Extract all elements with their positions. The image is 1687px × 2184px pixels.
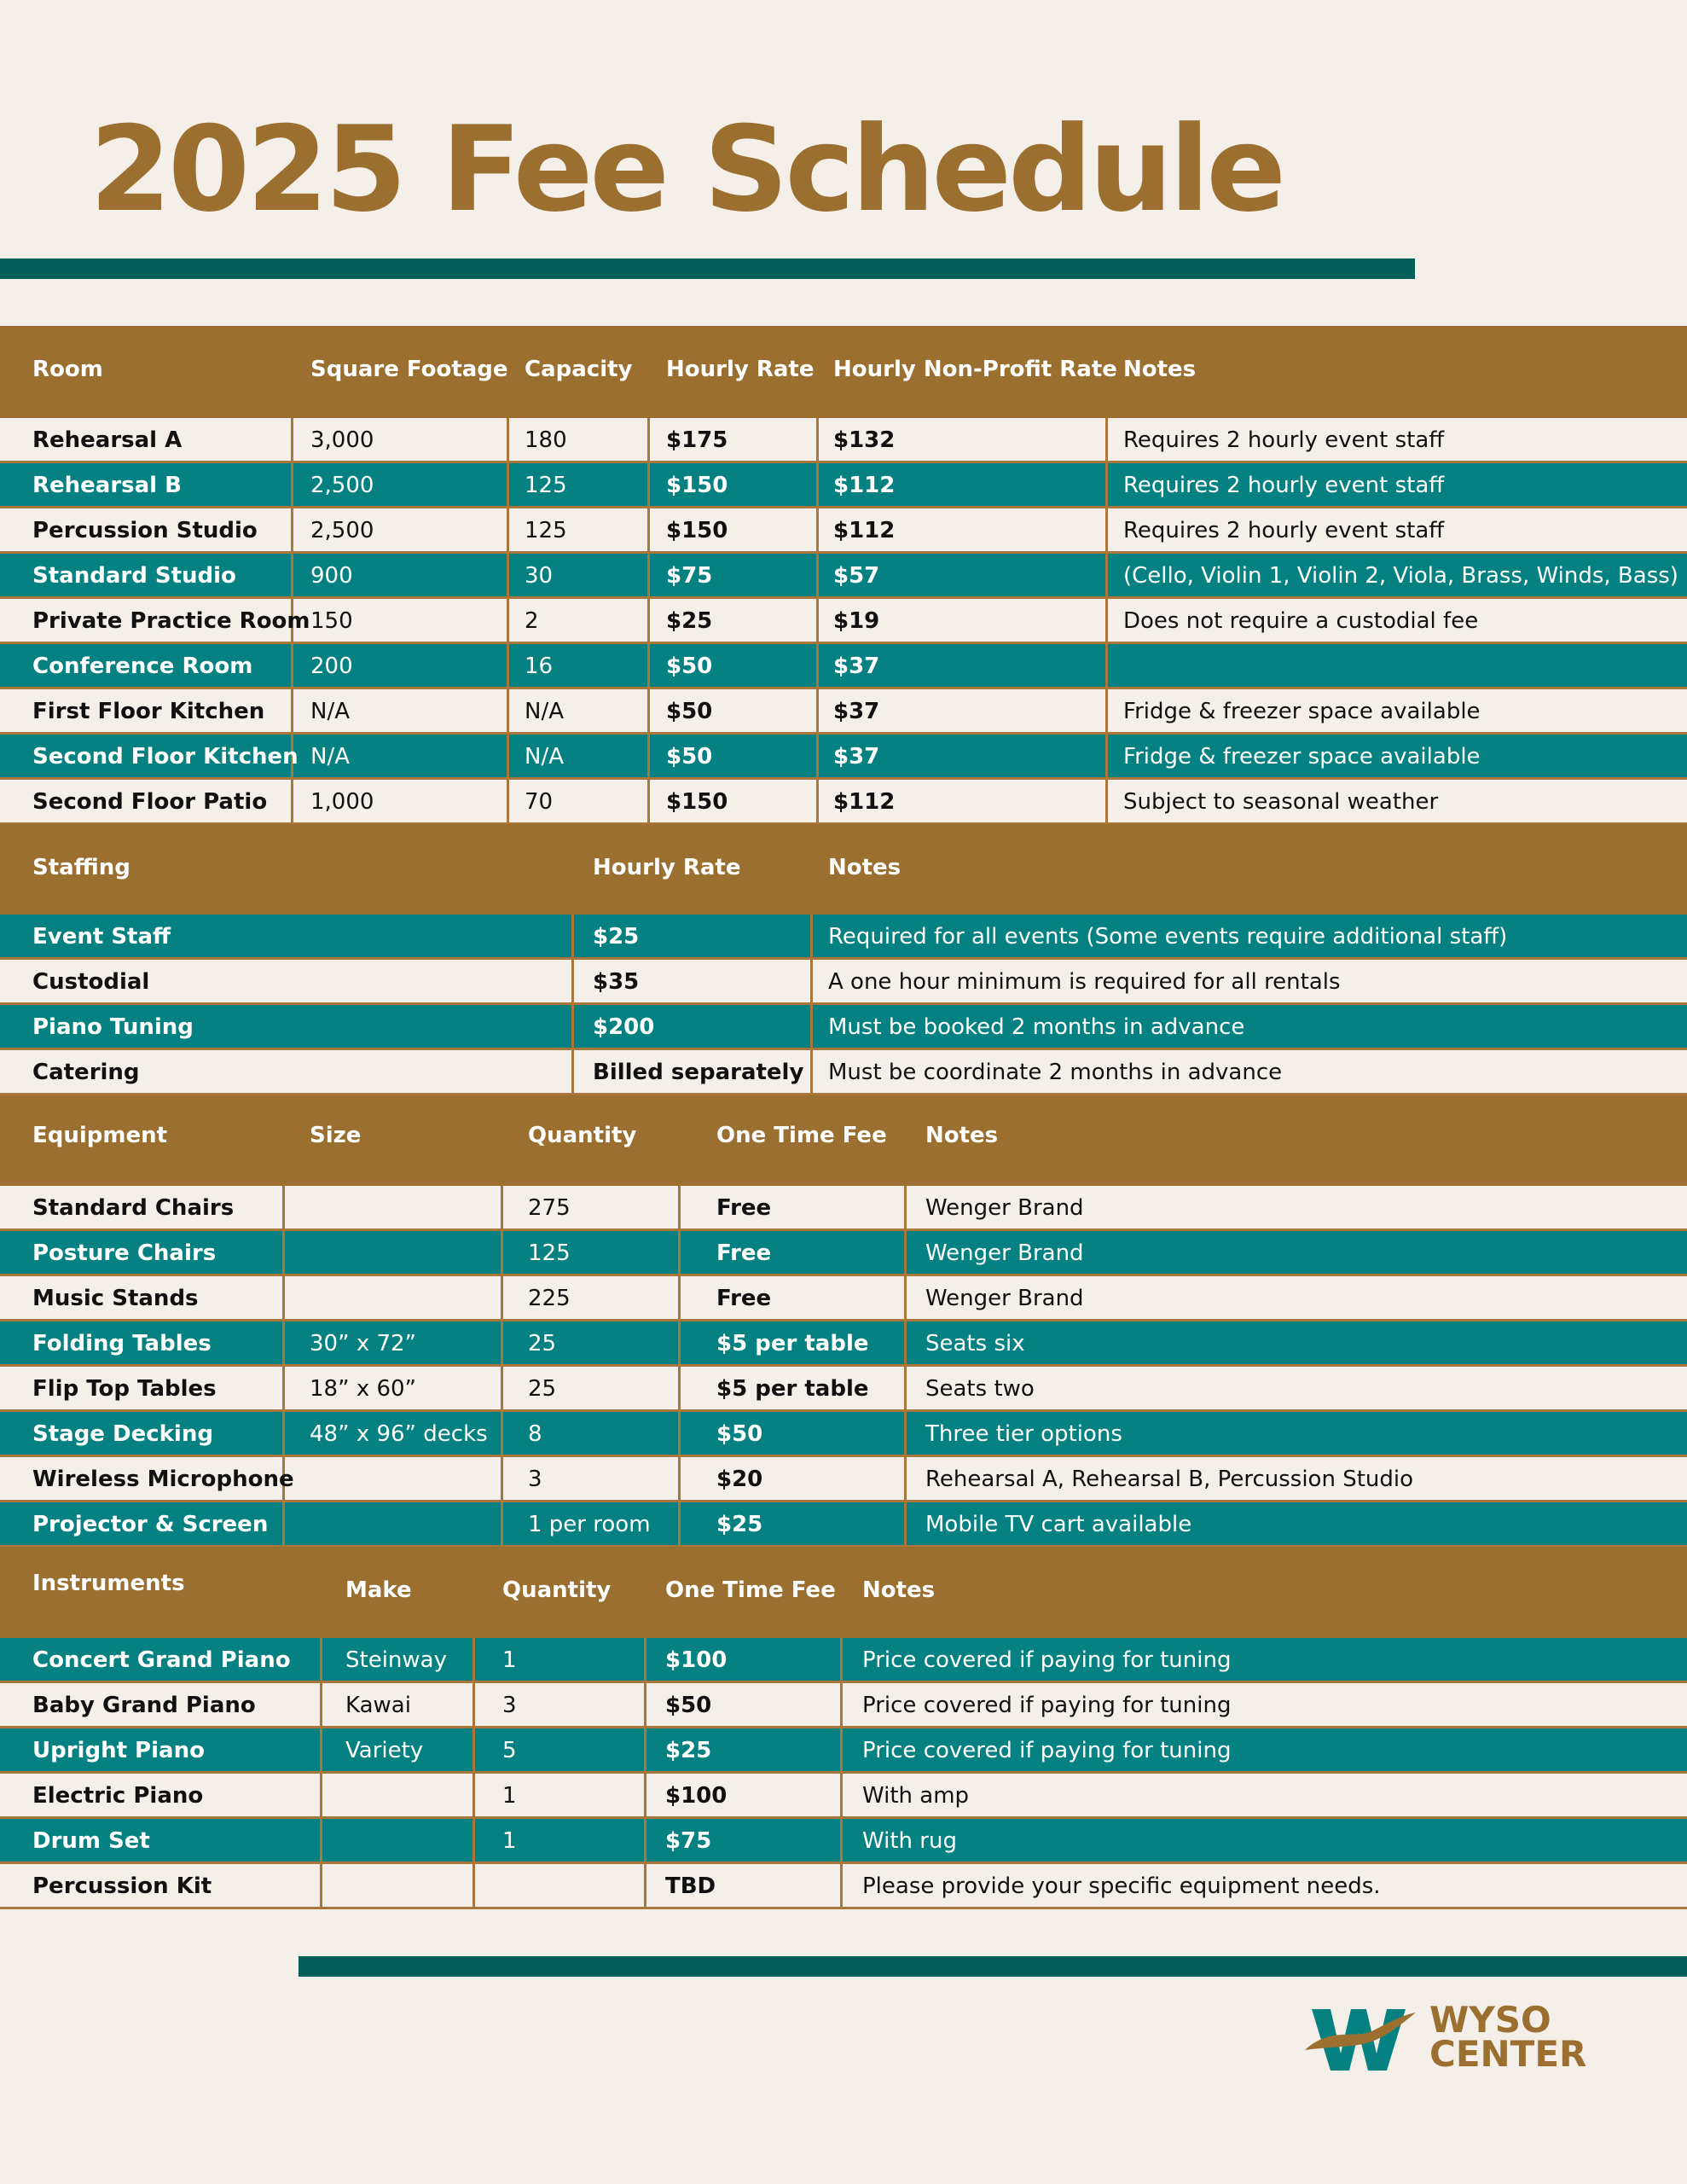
column-divider (810, 1005, 813, 1048)
column-divider (507, 689, 509, 732)
column-divider (647, 735, 650, 777)
column-divider (501, 1367, 503, 1409)
column-header: Quantity (502, 1577, 612, 1603)
column-divider (472, 1728, 475, 1771)
table-cell: $19 (833, 608, 880, 634)
column-divider (282, 1502, 285, 1545)
column-divider (282, 1186, 285, 1228)
column-divider (678, 1276, 681, 1319)
column-divider (501, 1321, 503, 1364)
table-row (0, 599, 1687, 644)
column-header: Capacity (525, 357, 633, 382)
column-divider (816, 508, 819, 551)
table-cell: $50 (716, 1421, 763, 1447)
table-cell: Concert Grand Piano (32, 1647, 291, 1673)
column-divider (472, 1774, 475, 1816)
column-divider (507, 463, 509, 506)
column-divider (291, 463, 293, 506)
table-row (0, 1050, 1687, 1095)
column-divider (501, 1186, 503, 1228)
column-divider (571, 960, 574, 1002)
column-header: Notes (1123, 357, 1197, 382)
table-cell: Private Practice Room (32, 608, 310, 634)
column-divider (1105, 780, 1108, 822)
column-divider (904, 1502, 907, 1545)
table-cell: 2,500 (310, 518, 374, 543)
table-row (0, 463, 1687, 508)
table-row (0, 1186, 1687, 1231)
column-divider (816, 644, 819, 687)
table-cell: $50 (666, 699, 713, 724)
column-divider (810, 1050, 813, 1093)
column-divider (1105, 735, 1108, 777)
table-cell: Required for all events (Some events require additional staff) (828, 924, 1508, 950)
logo-line1: WYSO (1429, 1999, 1551, 2041)
table-cell: 2 (525, 608, 539, 634)
table-cell: 25 (528, 1376, 557, 1402)
table-cell: N/A (525, 744, 564, 770)
column-divider (320, 1774, 322, 1816)
column-divider (678, 1186, 681, 1228)
table-cell: Baby Grand Piano (32, 1693, 256, 1718)
column-divider (320, 1819, 322, 1862)
table-cell: A one hour minimum is required for all rentals (828, 969, 1341, 995)
column-divider (678, 1231, 681, 1274)
column-divider (647, 418, 650, 461)
table-cell: $25 (665, 1738, 712, 1763)
table-cell: Subject to seasonal weather (1123, 789, 1439, 815)
table-cell: 275 (528, 1195, 571, 1221)
table-cell: Free (716, 1286, 772, 1311)
table-cell: Second Floor Kitchen (32, 744, 299, 770)
table-cell: Percussion Studio (32, 518, 258, 543)
table-row (0, 554, 1687, 599)
column-divider (644, 1864, 646, 1907)
column-divider (291, 554, 293, 596)
table-cell: Wenger Brand (925, 1286, 1084, 1311)
column-divider (1105, 554, 1108, 596)
table-cell: Wireless Microphone (32, 1467, 294, 1492)
column-divider (571, 1005, 574, 1048)
column-divider (320, 1864, 322, 1907)
column-header: Hourly Rate (666, 357, 815, 382)
column-divider (647, 780, 650, 822)
column-header: Instruments (32, 1571, 185, 1596)
table-cell: 1 per room (528, 1512, 651, 1537)
column-divider (647, 644, 650, 687)
column-divider (678, 1502, 681, 1545)
table-cell: Catering (32, 1060, 140, 1085)
column-divider (644, 1774, 646, 1816)
table-row (0, 1683, 1687, 1728)
table-cell: Price covered if paying for tuning (862, 1647, 1232, 1673)
column-divider (840, 1864, 843, 1907)
column-header: Hourly Rate (593, 855, 741, 880)
table-cell: $50 (666, 653, 713, 679)
table-cell: Wenger Brand (925, 1240, 1084, 1266)
table-cell: 1 (502, 1828, 517, 1854)
table-cell: Price covered if paying for tuning (862, 1693, 1232, 1718)
table-cell: N/A (310, 699, 350, 724)
column-divider (1105, 508, 1108, 551)
table-row (0, 1412, 1687, 1457)
table-cell: $150 (666, 473, 728, 498)
table-row (0, 1321, 1687, 1367)
column-divider (840, 1638, 843, 1681)
table-cell: Event Staff (32, 924, 171, 950)
table-cell: With amp (862, 1783, 970, 1809)
table-row (0, 1367, 1687, 1412)
rooms-table-header (0, 326, 1687, 418)
table-row (0, 1819, 1687, 1864)
table-row (0, 780, 1687, 825)
table-cell: N/A (310, 744, 350, 770)
column-divider (507, 735, 509, 777)
column-divider (644, 1819, 646, 1862)
table-cell: $75 (666, 563, 713, 589)
table-cell: 2,500 (310, 473, 374, 498)
column-divider (507, 508, 509, 551)
table-cell: 125 (528, 1240, 571, 1266)
table-cell: 900 (310, 563, 353, 589)
column-divider (678, 1321, 681, 1364)
logo-text (1429, 1999, 1587, 2075)
table-row (0, 1457, 1687, 1502)
column-header: One Time Fee (665, 1577, 836, 1603)
table-cell: $175 (666, 427, 728, 453)
column-divider (282, 1367, 285, 1409)
column-divider (816, 418, 819, 461)
table-cell: Second Floor Patio (32, 789, 268, 815)
table-cell: 5 (502, 1738, 517, 1763)
column-divider (472, 1864, 475, 1907)
title-underline (0, 258, 1415, 279)
table-cell: $50 (666, 744, 713, 770)
logo-line2: CENTER (1429, 2033, 1587, 2075)
column-divider (644, 1638, 646, 1681)
table-cell: Free (716, 1240, 772, 1266)
table-cell: First Floor Kitchen (32, 699, 265, 724)
table-cell: $35 (593, 969, 640, 995)
column-divider (282, 1276, 285, 1319)
table-cell: Requires 2 hourly event staff (1123, 427, 1445, 453)
column-divider (291, 508, 293, 551)
table-cell: Seats six (925, 1331, 1025, 1356)
column-divider (291, 689, 293, 732)
table-cell: Projector & Screen (32, 1512, 269, 1537)
table-cell: $200 (593, 1014, 655, 1040)
column-divider (571, 915, 574, 957)
table-row (0, 1276, 1687, 1321)
column-divider (320, 1683, 322, 1726)
column-divider (647, 599, 650, 642)
column-divider (507, 554, 509, 596)
column-header: Notes (828, 855, 901, 880)
column-divider (840, 1774, 843, 1816)
column-divider (282, 1321, 285, 1364)
table-cell: With rug (862, 1828, 957, 1854)
table-cell: 30 (525, 563, 554, 589)
table-cell: $75 (665, 1828, 712, 1854)
column-divider (904, 1412, 907, 1455)
table-cell: Must be coordinate 2 months in advance (828, 1060, 1283, 1085)
table-cell: 125 (525, 518, 567, 543)
table-cell: $37 (833, 653, 880, 679)
table-cell: 16 (525, 653, 554, 679)
table-cell: Seats two (925, 1376, 1035, 1402)
column-divider (816, 780, 819, 822)
table-cell: Requires 2 hourly event staff (1123, 473, 1445, 498)
table-row (0, 418, 1687, 463)
table-cell: Standard Studio (32, 563, 236, 589)
table-cell: 48” x 96” decks (310, 1421, 488, 1447)
table-cell: $112 (833, 473, 896, 498)
table-cell: Posture Chairs (32, 1240, 217, 1266)
table-cell: 8 (528, 1421, 542, 1447)
footer-bar (299, 1956, 1687, 1977)
table-cell: Variety (345, 1738, 424, 1763)
column-divider (1105, 644, 1108, 687)
table-cell: $25 (593, 924, 640, 950)
table-cell: $112 (833, 518, 896, 543)
table-row (0, 644, 1687, 689)
table-cell: Kawai (345, 1693, 411, 1718)
table-cell: $100 (665, 1647, 728, 1673)
column-header: Room (32, 357, 103, 382)
table-row (0, 1005, 1687, 1050)
table-cell: $20 (716, 1467, 763, 1492)
column-divider (472, 1683, 475, 1726)
column-header: Notes (925, 1123, 999, 1148)
column-divider (282, 1231, 285, 1274)
table-cell: $5 per table (716, 1331, 869, 1356)
table-cell: 3 (502, 1693, 517, 1718)
table-cell: $150 (666, 789, 728, 815)
column-divider (647, 508, 650, 551)
table-cell: 180 (525, 427, 567, 453)
table-row (0, 735, 1687, 780)
column-divider (507, 599, 509, 642)
table-cell: $112 (833, 789, 896, 815)
column-divider (291, 418, 293, 461)
table-cell: Steinway (345, 1647, 447, 1673)
column-divider (501, 1457, 503, 1500)
column-header: Square Footage (310, 357, 508, 382)
table-cell: 1,000 (310, 789, 374, 815)
table-row (0, 1728, 1687, 1774)
instruments-table-header (0, 1547, 1687, 1638)
table-cell: $37 (833, 699, 880, 724)
column-divider (904, 1276, 907, 1319)
column-divider (816, 463, 819, 506)
equipment-table-header (0, 1095, 1687, 1186)
table-cell: Does not require a custodial fee (1123, 608, 1479, 634)
table-cell: Custodial (32, 969, 150, 995)
table-cell: Standard Chairs (32, 1195, 235, 1221)
table-cell: Percussion Kit (32, 1873, 212, 1899)
table-cell: $25 (716, 1512, 763, 1537)
table-row (0, 915, 1687, 960)
column-divider (647, 554, 650, 596)
column-divider (1105, 418, 1108, 461)
column-divider (810, 915, 813, 957)
table-cell: $5 per table (716, 1376, 869, 1402)
table-cell: 200 (310, 653, 353, 679)
column-divider (810, 960, 813, 1002)
table-cell: Rehearsal B (32, 473, 182, 498)
column-divider (644, 1728, 646, 1771)
table-cell: Price covered if paying for tuning (862, 1738, 1232, 1763)
table-cell: 1 (502, 1783, 517, 1809)
table-cell: Fridge & freezer space available (1123, 699, 1481, 724)
column-divider (507, 418, 509, 461)
table-cell: Free (716, 1195, 772, 1221)
column-divider (320, 1638, 322, 1681)
table-cell: Requires 2 hourly event staff (1123, 518, 1445, 543)
column-header: Staffing (32, 855, 130, 880)
column-divider (644, 1683, 646, 1726)
column-divider (904, 1457, 907, 1500)
table-cell: 3 (528, 1467, 542, 1492)
table-cell: 25 (528, 1331, 557, 1356)
column-divider (678, 1457, 681, 1500)
table-cell: 1 (502, 1647, 517, 1673)
column-divider (647, 463, 650, 506)
table-cell: 18” x 60” (310, 1376, 417, 1402)
column-divider (816, 689, 819, 732)
table-cell: Wenger Brand (925, 1195, 1084, 1221)
table-cell: 70 (525, 789, 554, 815)
column-divider (1105, 463, 1108, 506)
table-cell: 225 (528, 1286, 571, 1311)
table-cell: Drum Set (32, 1828, 150, 1854)
column-header: Size (310, 1123, 362, 1148)
table-cell: Flip Top Tables (32, 1376, 217, 1402)
column-divider (678, 1367, 681, 1409)
column-divider (816, 735, 819, 777)
table-cell: Folding Tables (32, 1331, 212, 1356)
table-cell: TBD (665, 1873, 716, 1899)
table-cell: Conference Room (32, 653, 253, 679)
table-cell: Billed separately (593, 1060, 804, 1085)
column-divider (291, 780, 293, 822)
column-divider (1105, 599, 1108, 642)
table-cell: Three tier options (925, 1421, 1122, 1447)
column-divider (840, 1683, 843, 1726)
table-row (0, 689, 1687, 735)
table-cell: 30” x 72” (310, 1331, 417, 1356)
table-cell: $100 (665, 1783, 728, 1809)
table-cell: 150 (310, 608, 353, 634)
column-divider (904, 1231, 907, 1274)
staffing-table-header (0, 824, 1687, 915)
table-row (0, 1774, 1687, 1819)
page-title: 2025 Fee Schedule (90, 101, 1283, 238)
table-cell: Upright Piano (32, 1738, 205, 1763)
column-divider (840, 1728, 843, 1771)
table-cell: $150 (666, 518, 728, 543)
table-cell: Stage Decking (32, 1421, 213, 1447)
table-cell: Please provide your specific equipment needs. (862, 1873, 1381, 1899)
column-header: Hourly Non-Profit Rate (833, 357, 1117, 382)
column-divider (472, 1819, 475, 1862)
table-row (0, 1638, 1687, 1683)
table-cell: Fridge & freezer space available (1123, 744, 1481, 770)
column-divider (291, 644, 293, 687)
table-cell: 3,000 (310, 427, 374, 453)
column-divider (472, 1638, 475, 1681)
table-cell: $57 (833, 563, 880, 589)
table-cell: Rehearsal A, Rehearsal B, Percussion Studio (925, 1467, 1414, 1492)
column-divider (507, 780, 509, 822)
table-row (0, 1864, 1687, 1909)
column-divider (904, 1367, 907, 1409)
table-cell: $50 (665, 1693, 712, 1718)
column-header: Quantity (528, 1123, 637, 1148)
column-header: Notes (862, 1577, 936, 1603)
table-row (0, 1231, 1687, 1276)
column-divider (501, 1276, 503, 1319)
column-divider (501, 1412, 503, 1455)
column-divider (571, 1050, 574, 1093)
table-cell: Rehearsal A (32, 427, 183, 453)
table-cell: Must be booked 2 months in advance (828, 1014, 1245, 1040)
table-cell: $37 (833, 744, 880, 770)
column-divider (1105, 689, 1108, 732)
table-cell: Mobile TV cart available (925, 1512, 1192, 1537)
table-cell: Music Stands (32, 1286, 199, 1311)
table-cell: (Cello, Violin 1, Violin 2, Viola, Brass, Winds, Bass) (1123, 563, 1678, 589)
table-cell: $25 (666, 608, 713, 634)
column-divider (501, 1231, 503, 1274)
table-cell: $132 (833, 427, 896, 453)
column-divider (678, 1412, 681, 1455)
column-header: Equipment (32, 1123, 168, 1148)
column-divider (904, 1186, 907, 1228)
table-cell: Piano Tuning (32, 1014, 194, 1040)
column-divider (840, 1819, 843, 1862)
column-divider (320, 1728, 322, 1771)
table-row (0, 508, 1687, 554)
table-cell: N/A (525, 699, 564, 724)
table-cell: Electric Piano (32, 1783, 204, 1809)
table-row (0, 960, 1687, 1005)
column-header: Make (345, 1577, 412, 1603)
table-cell: 125 (525, 473, 567, 498)
column-divider (507, 644, 509, 687)
column-divider (816, 599, 819, 642)
table-row (0, 1502, 1687, 1548)
column-divider (647, 689, 650, 732)
column-divider (282, 1412, 285, 1455)
column-divider (501, 1502, 503, 1545)
column-divider (816, 554, 819, 596)
column-divider (904, 1321, 907, 1364)
column-header: One Time Fee (716, 1123, 887, 1148)
